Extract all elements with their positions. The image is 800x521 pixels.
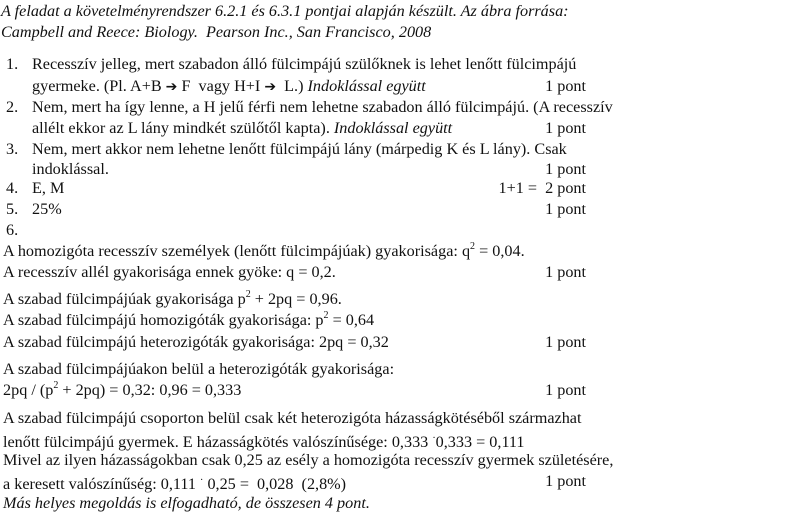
calc-line-free-lobe-frequency: A szabad fülcimpájúak gyakorisága $p^2 + 2pq = 0,96$. [3, 289, 342, 308]
calc-line-heterozygote-frequency: A szabad fülcimpájú heterozigóták gyakorisága: 2pq = 0,32 [3, 333, 389, 351]
calc-line-ratio: $2pq / (p^2 + 2pq) = 0,32$: 0,96 = 0,333 [3, 380, 242, 399]
points-label: 1 pont [545, 381, 586, 399]
arrow-right-icon: ➔ [165, 79, 178, 95]
calc-line-q: A recesszív allél gyakorisága ennek gyöke: q = 0,2. [3, 263, 336, 281]
item-text-line-1: Recesszív jelleg, mert szabadon álló fülcimpájú szülőknek is lehet lenőtt fülcimpájú [32, 55, 577, 73]
calc-line-final-probability: a keresett valószínűség: 0,111 · 0,25 = 0,028 (2,8%) [3, 475, 347, 493]
points-label: 1 pont [545, 333, 586, 351]
calc-line-homozygote-frequency: A szabad fülcimpájú homozigóták gyakorisága: $p^2 = 0,64$ [3, 310, 375, 329]
points-label: 1 pont [545, 472, 586, 490]
item-text-line-1: E, M [32, 179, 65, 197]
item-text-line-1: Nem, mert akkor nem lehetne lenőtt fülcimpájú lány (márpedig K és L lány). Csak [32, 140, 567, 158]
item-number: 4. [6, 179, 19, 197]
points-label: 1 pont [545, 200, 586, 218]
item-number: 5. [6, 200, 19, 218]
item-number: 3. [6, 140, 19, 158]
calc-line-heterozygote-within-free: A szabad fülcimpájúakon belül a heterozigóták gyakorisága: [3, 360, 395, 378]
points-label: 1 pont [545, 160, 586, 178]
arrow-right-icon: ➔ [264, 79, 277, 95]
item-text-line-1: Nem, mert ha így lenne, a H jelű férfi nem lehetne szabadon álló fülcimpájú. (A recesszív [32, 98, 613, 116]
points-label: 1 pont [545, 263, 586, 281]
justification-note: Indoklással együtt [333, 119, 453, 137]
points-label: 1+1 = 2 pont [498, 179, 586, 197]
multiplication-dot: · [432, 433, 436, 444]
calc-line-marriage-probability: lenőtt fülcimpájú gyermek. E házasságkötés valószínűsége: 0,333 ·0,333 = 0,111 [3, 433, 525, 451]
item-number: 6. [6, 221, 19, 239]
item-text-line-1: 25% [32, 200, 62, 218]
item-number: 2. [6, 98, 19, 116]
multiplication-dot: · [200, 475, 204, 486]
footer-note: Más helyes megoldás is elfogadható, de összesen 4 pont. [3, 494, 370, 512]
calc-line-marriage-intro: A szabad fülcimpájú csoporton belül csak két heterozigóta házasságkötéséből származhat [3, 409, 582, 427]
item-text-line-2: allélt ekkor az L lány mindkét szülőtől kapta). Indoklással együtt [32, 119, 453, 137]
calc-line-q-squared: A homozigóta recesszív személyek (lenőtt fülcimpájúak) gyakorisága: $q^2 = 0,04$. [3, 241, 525, 260]
points-sum: 1+1 = [498, 179, 537, 197]
justification-note: Indoklással együtt [307, 77, 426, 95]
source-note-line-1: A feladat a követelményrendszer 6.2.1 és 6.3.1 pontjai alapján készült. Az ábra forrása: [1, 2, 569, 20]
source-note-line-2: Campbell and Reece: Biology. Pearson Inc., San Francisco, 2008 [1, 23, 432, 41]
calc-line-recessive-chance: Mivel az ilyen házasságokban csak 0,25 az esély a homozigóta recesszív gyermek születésére, [3, 451, 614, 469]
item-text-line-2: gyermeke. (Pl. A+B ➔ F vagy H+I ➔ L.) Indoklással együtt [32, 77, 426, 95]
points-label: 1 pont [545, 119, 586, 137]
item-text-line-2: indoklással. [32, 160, 109, 178]
points-label: 1 pont [545, 77, 586, 95]
item-number: 1. [6, 55, 19, 73]
